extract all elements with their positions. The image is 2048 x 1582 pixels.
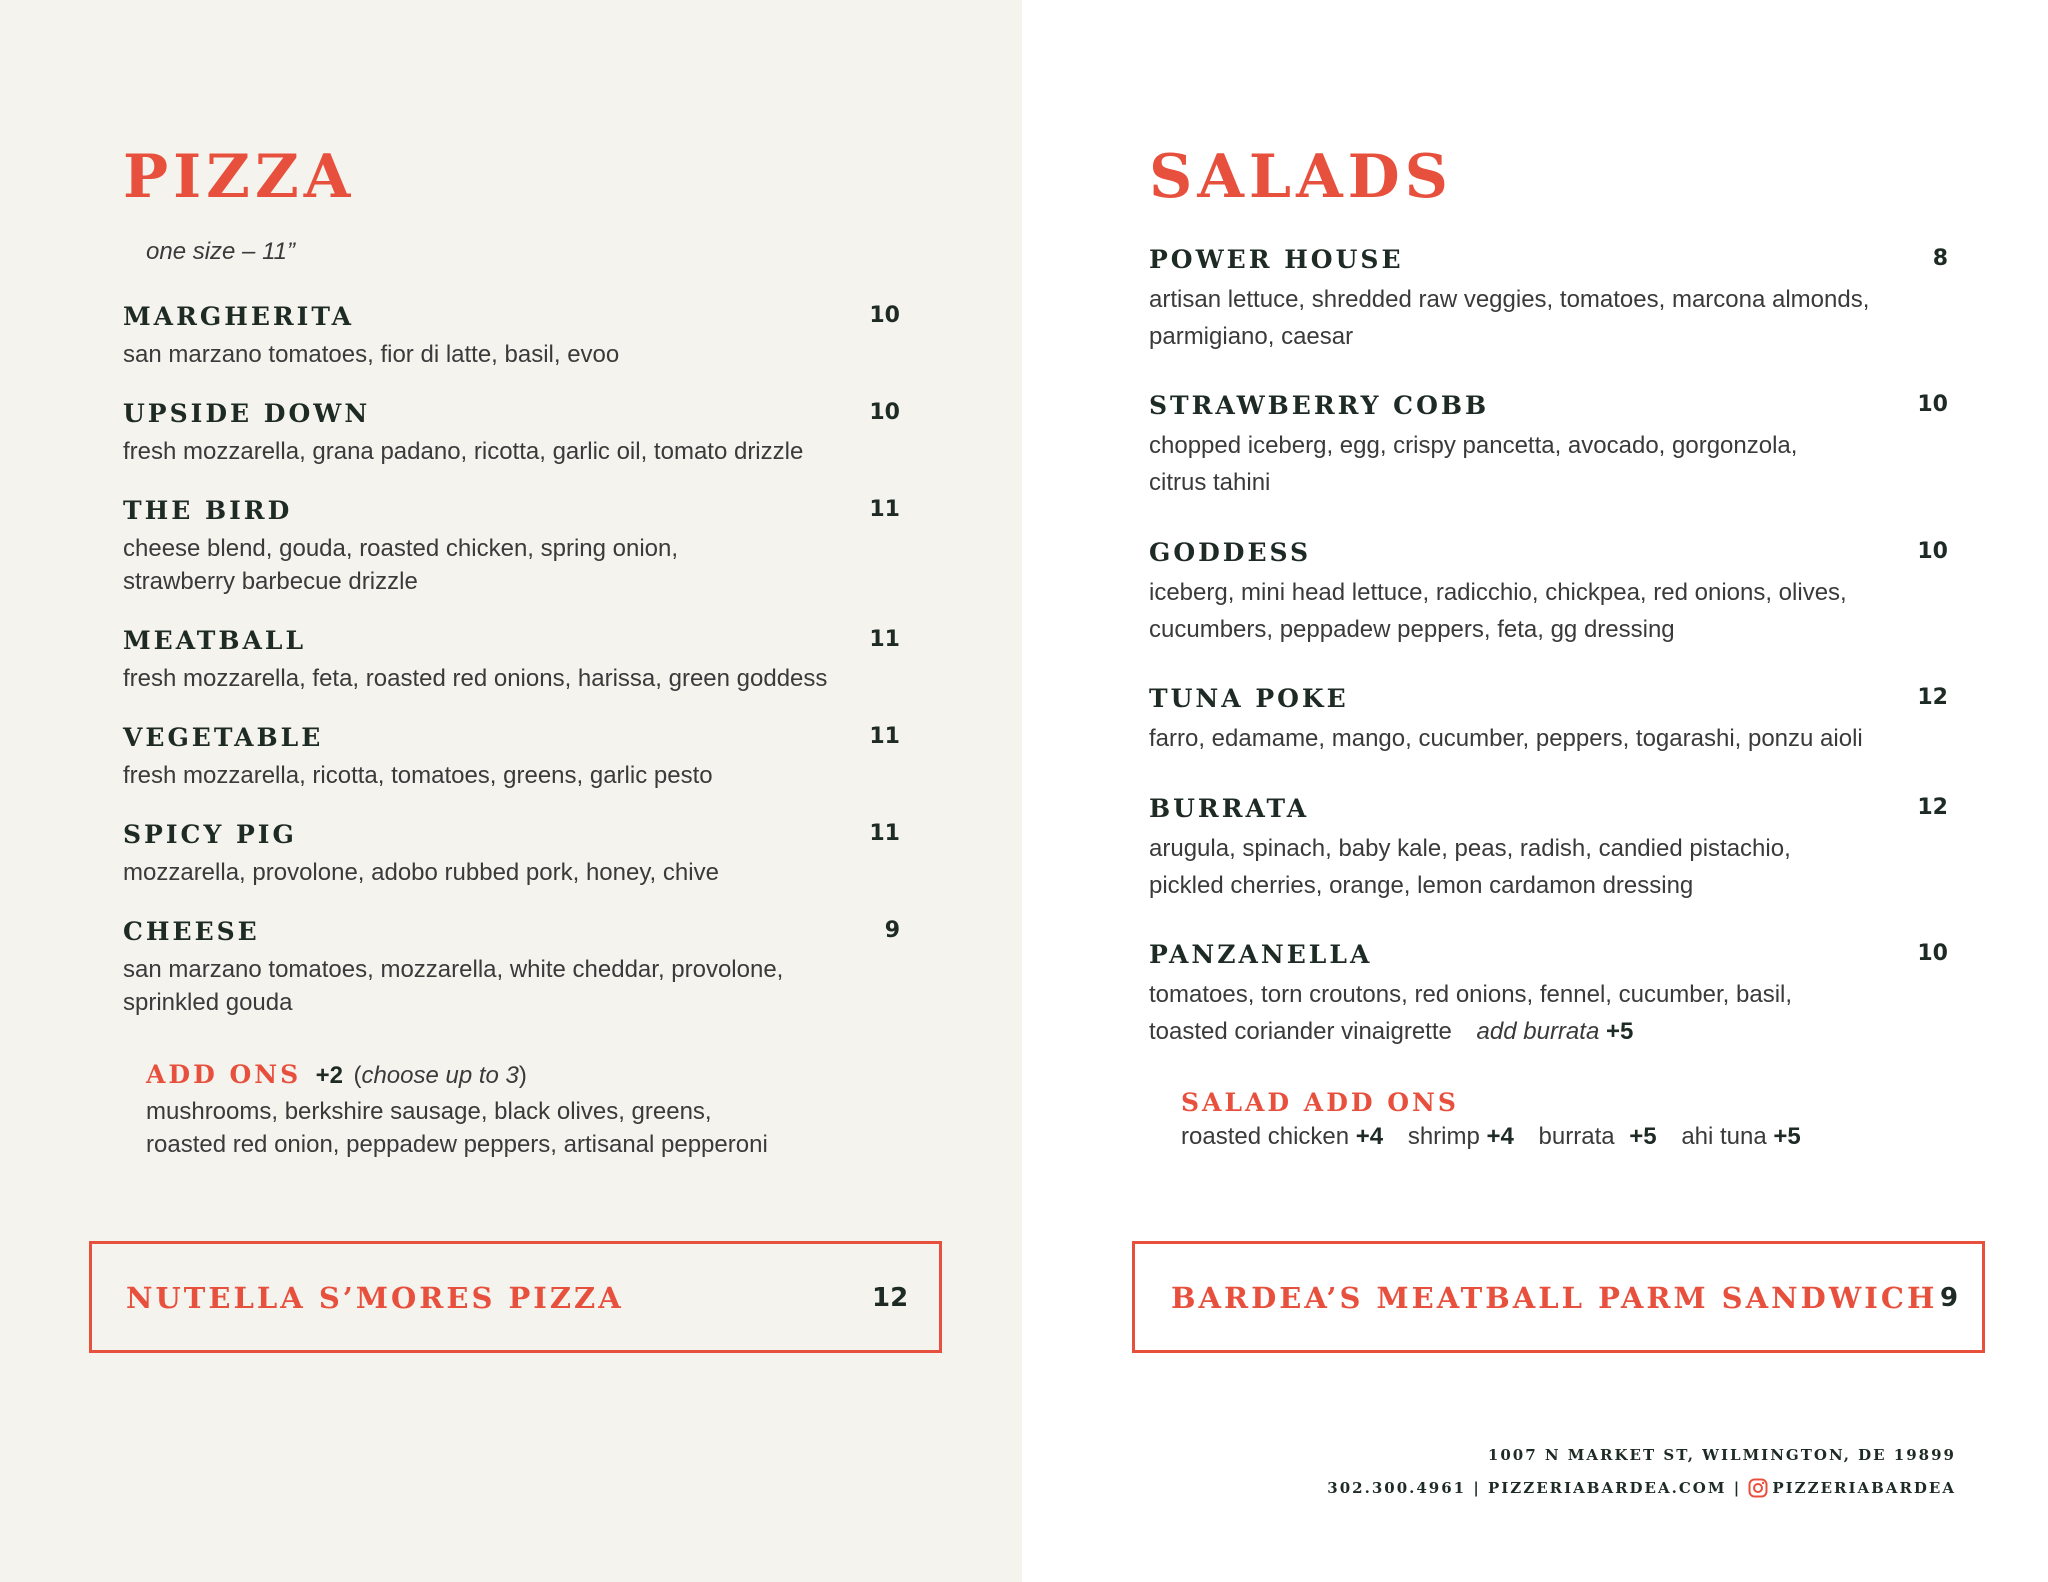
- footer-phone: 302.300.4961: [1327, 1479, 1467, 1497]
- item-price: 12: [1917, 685, 1948, 710]
- add-ons-line: roasted red onion, peppadew peppers, artisanal pepperoni: [146, 1131, 768, 1158]
- menu-item: [123, 919, 900, 1019]
- item-description: [1149, 976, 1792, 1050]
- description-line: artisan lettuce, shredded raw veggies, tomatoes, marcona almonds,: [1149, 286, 1870, 313]
- item-name: POWER HOUSE: [1149, 245, 1404, 274]
- salad-add-ons-options: [1181, 1119, 1881, 1155]
- item-name: PANZANELLA: [1149, 940, 1373, 969]
- item-description: san marzano tomatoes, fior di latte, basil, evoo: [123, 341, 620, 368]
- item-name: UPSIDE DOWN: [123, 399, 371, 428]
- description-line: farro, edamame, mango, cucumber, peppers, togarashi, ponzu aioli: [1149, 725, 1863, 752]
- item-description: [1149, 574, 1847, 648]
- item-description: [1149, 427, 1797, 501]
- item-price: 11: [869, 724, 900, 749]
- pizza-heading: PIZZA: [123, 142, 356, 212]
- footer-separator: |: [1466, 1479, 1489, 1497]
- item-price: 11: [869, 627, 900, 652]
- footer-website[interactable]: PIZZERIABARDEA.COM: [1488, 1479, 1727, 1497]
- extra-price: +5: [1605, 1018, 1634, 1045]
- item-price: 11: [869, 821, 900, 846]
- add-ons-line: mushrooms, berkshire sausage, black olives, greens,: [146, 1098, 712, 1125]
- description-line: pickled cherries, orange, lemon cardamon dressing: [1149, 872, 1694, 899]
- salads-heading: SALADS: [1149, 142, 1453, 212]
- menu-item: [1149, 393, 1948, 503]
- menu-item: [123, 498, 900, 598]
- description-line: iceberg, mini head lettuce, radicchio, chickpea, red onions, olives,: [1149, 579, 1847, 606]
- item-price: 10: [869, 303, 900, 328]
- description-line: cheese blend, gouda, roasted chicken, spring onion,: [123, 535, 679, 562]
- menu-item: [1149, 247, 1948, 357]
- salad-add-ons: [1181, 1086, 1881, 1155]
- item-name: VEGETABLE: [123, 723, 324, 752]
- add-on-price: +5: [1773, 1123, 1801, 1150]
- salad-add-ons-title: SALAD ADD ONS: [1181, 1088, 1459, 1117]
- item-description: fresh mozzarella, grana padano, ricotta, garlic oil, tomato drizzle: [123, 438, 804, 465]
- item-price: 10: [1917, 941, 1948, 966]
- menu-item: [1149, 942, 1948, 1052]
- pizza-panel: [0, 0, 1022, 1582]
- item-name: SPICY PIG: [123, 820, 297, 849]
- item-price: 12: [1917, 795, 1948, 820]
- item-price: 11: [869, 497, 900, 522]
- description-line: cucumbers, peppadew peppers, feta, gg dressing: [1149, 616, 1675, 643]
- salads-panel: [1022, 0, 2048, 1582]
- featured-item-box: [1132, 1241, 1985, 1353]
- item-description: mozzarella, provolone, adobo rubbed pork, honey, chive: [123, 859, 719, 886]
- item-description: fresh mozzarella, ricotta, tomatoes, greens, garlic pesto: [123, 762, 713, 789]
- add-ons-note: choose up to 3: [361, 1062, 519, 1089]
- featured-item-price: 9: [1940, 1283, 1959, 1313]
- featured-item-box: [89, 1241, 942, 1353]
- item-description: [123, 532, 678, 598]
- item-description: fresh mozzarella, feta, roasted red onions, harissa, green goddess: [123, 665, 828, 692]
- description-text: toasted coriander vinaigrette: [1149, 1018, 1452, 1045]
- add-on-price: +5: [1629, 1123, 1657, 1150]
- item-description: [1149, 281, 1869, 355]
- add-ons-price: +2: [315, 1062, 343, 1089]
- featured-item-price: 12: [872, 1283, 909, 1313]
- item-name: STRAWBERRY COBB: [1149, 391, 1490, 420]
- menu-item: [123, 822, 900, 886]
- footer: [1022, 1448, 1956, 1508]
- description-line: san marzano tomatoes, mozzarella, white cheddar, provolone,: [123, 956, 784, 983]
- description-line: parmigiano, caesar: [1149, 323, 1354, 350]
- description-line: citrus tahini: [1149, 469, 1271, 496]
- description-line: strawberry barbecue drizzle: [123, 568, 418, 595]
- featured-item-name: BARDEA’S MEATBALL PARM SANDWICH: [1171, 1281, 1938, 1315]
- pizza-add-ons: [146, 1058, 846, 1161]
- item-description: [1149, 830, 1791, 904]
- menu-item: [1149, 540, 1948, 650]
- item-price: 10: [1917, 539, 1948, 564]
- item-price: 10: [1917, 392, 1948, 417]
- item-description: [1149, 720, 1863, 757]
- add-on-label: shrimp: [1407, 1123, 1480, 1150]
- description-line: sprinkled gouda: [123, 989, 293, 1016]
- item-name: THE BIRD: [123, 496, 293, 525]
- item-name: MARGHERITA: [123, 302, 354, 331]
- footer-instagram-handle[interactable]: PIZZERIABARDEA: [1772, 1479, 1956, 1497]
- add-on-label: ahi tuna: [1681, 1123, 1767, 1150]
- footer-separator: |: [1726, 1479, 1749, 1497]
- item-name: MEATBALL: [123, 626, 307, 655]
- item-price: 8: [1932, 246, 1948, 271]
- description-line: arugula, spinach, baby kale, peas, radish, candied pistachio,: [1149, 835, 1791, 862]
- item-name: TUNA POKE: [1149, 684, 1349, 713]
- footer-address: 1007 N MARKET ST, WILMINGTON, DE 19899: [1487, 1446, 1956, 1464]
- description-line: [1149, 1013, 1792, 1050]
- item-name: GODDESS: [1149, 538, 1312, 567]
- instagram-icon[interactable]: [1748, 1478, 1768, 1498]
- description-line: tomatoes, torn croutons, red onions, fennel, cucumber, basil,: [1149, 981, 1793, 1008]
- footer-contact: [1327, 1478, 1956, 1498]
- item-name: BURRATA: [1149, 794, 1310, 823]
- add-ons-note-open: (: [353, 1062, 362, 1089]
- item-price: 10: [869, 400, 900, 425]
- menu-item: [123, 725, 900, 789]
- description-line: chopped iceberg, egg, crispy pancetta, avocado, gorgonzola,: [1149, 432, 1798, 459]
- add-on-label: burrata: [1538, 1123, 1615, 1150]
- item-price: 9: [884, 918, 900, 943]
- add-on-price: +4: [1486, 1123, 1514, 1150]
- featured-item-name: NUTELLA S’MORES PIZZA: [126, 1281, 624, 1315]
- extra-label: add burrata: [1476, 1018, 1600, 1045]
- add-ons-note-close: ): [518, 1062, 527, 1089]
- add-ons-title: ADD ONS: [146, 1060, 302, 1089]
- menu-item: [1149, 796, 1948, 906]
- menu-item: [1149, 686, 1948, 758]
- menu-item: [123, 304, 900, 368]
- size-note: one size – 11”: [146, 238, 295, 265]
- add-on-label: roasted chicken: [1181, 1123, 1350, 1150]
- item-description: [123, 953, 783, 1019]
- menu-item: [123, 628, 900, 692]
- add-on-price: +4: [1355, 1123, 1384, 1150]
- item-name: CHEESE: [123, 917, 260, 946]
- menu-item: [123, 401, 900, 465]
